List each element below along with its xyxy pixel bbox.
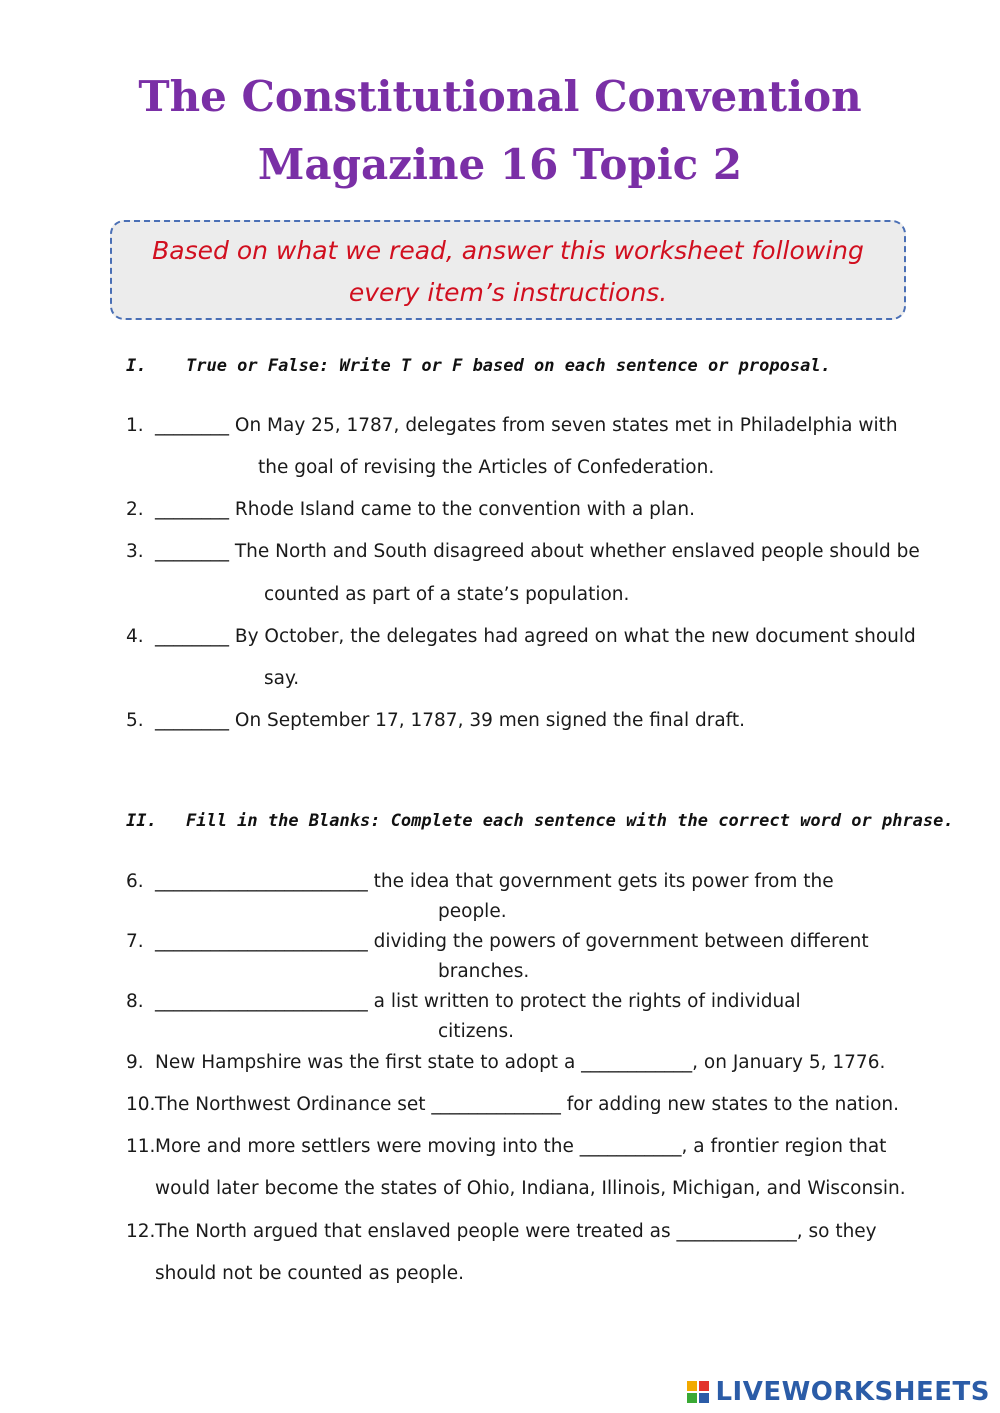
item-number: 3. xyxy=(126,541,144,562)
item-text[interactable]: The North argued that enslaved people were treated as _____________, so they xyxy=(155,1221,877,1242)
item-text-cont: should not be counted as people. xyxy=(155,1263,464,1284)
item-number: 7. xyxy=(126,931,144,952)
item-text[interactable]: _______________________ a list written to protect the rights of individual xyxy=(155,991,801,1012)
item-text-cont: the goal of revising the Articles of Confederation. xyxy=(258,457,715,478)
item-text-cont: counted as part of a state’s population. xyxy=(264,584,630,605)
item-text[interactable]: New Hampshire was the first state to adopt a ____________, on January 5, 1776. xyxy=(155,1052,886,1073)
item-text-cont: citizens. xyxy=(438,1021,515,1042)
item-text-cont: say. xyxy=(264,668,300,689)
item-number: 8. xyxy=(126,991,144,1012)
item-number: 5. xyxy=(126,710,144,731)
section-heading-fill-blanks xyxy=(126,811,954,831)
instructions-line: Based on what we read, answer this worksheet following xyxy=(152,236,864,265)
item-number: 12. xyxy=(126,1221,156,1242)
liveworksheets-watermark[interactable] xyxy=(687,1377,990,1407)
item-text[interactable]: More and more settlers were moving into the ___________, a frontier region that xyxy=(155,1136,887,1157)
item-text[interactable]: ________ The North and South disagreed about whether enslaved people should be xyxy=(155,541,920,562)
section-heading-text: Fill in the Blanks: Complete each sentence with the correct word or phrase. xyxy=(186,811,954,831)
item-text[interactable]: ________ Rhode Island came to the convention with a plan. xyxy=(155,499,695,520)
worksheet-subtitle: Magazine 16 Topic 2 xyxy=(257,140,743,189)
item-number: 6. xyxy=(126,871,144,892)
item-text[interactable]: The Northwest Ordinance set ______________ for adding new states to the nation. xyxy=(155,1094,900,1115)
liveworksheets-logo-icon xyxy=(687,1381,709,1403)
instructions-text xyxy=(130,230,886,314)
item-text[interactable]: ________ By October, the delegates had agreed on what the new document should xyxy=(155,626,916,647)
item-number: 2. xyxy=(126,499,144,520)
item-number: 10. xyxy=(126,1094,156,1115)
section-heading-true-false xyxy=(126,356,831,376)
item-number: 11. xyxy=(126,1136,156,1157)
worksheet-title: The Constitutional Convention xyxy=(138,72,862,121)
section-numeral: II. xyxy=(126,811,157,831)
item-text-cont: branches. xyxy=(438,961,530,982)
section-heading-text: True or False: Write T or F based on each sentence or proposal. xyxy=(186,356,831,376)
item-number: 1. xyxy=(126,415,144,436)
item-text[interactable]: ________ On September 17, 1787, 39 men signed the final draft. xyxy=(155,710,745,731)
item-number: 9. xyxy=(126,1052,144,1073)
item-text[interactable]: _______________________ dividing the powers of government between different xyxy=(155,931,869,952)
watermark-text: LIVEWORKSHEETS xyxy=(715,1377,990,1407)
item-number: 4. xyxy=(126,626,144,647)
instructions-line: every item’s instructions. xyxy=(348,278,668,307)
section-numeral: I. xyxy=(126,356,147,376)
item-text-cont: people. xyxy=(438,901,507,922)
item-text[interactable]: _______________________ the idea that government gets its power from the xyxy=(155,871,834,892)
item-text-cont: would later become the states of Ohio, Indiana, Illinois, Michigan, and Wisconsin. xyxy=(155,1178,906,1199)
item-text[interactable]: ________ On May 25, 1787, delegates from seven states met in Philadelphia with xyxy=(155,415,898,436)
